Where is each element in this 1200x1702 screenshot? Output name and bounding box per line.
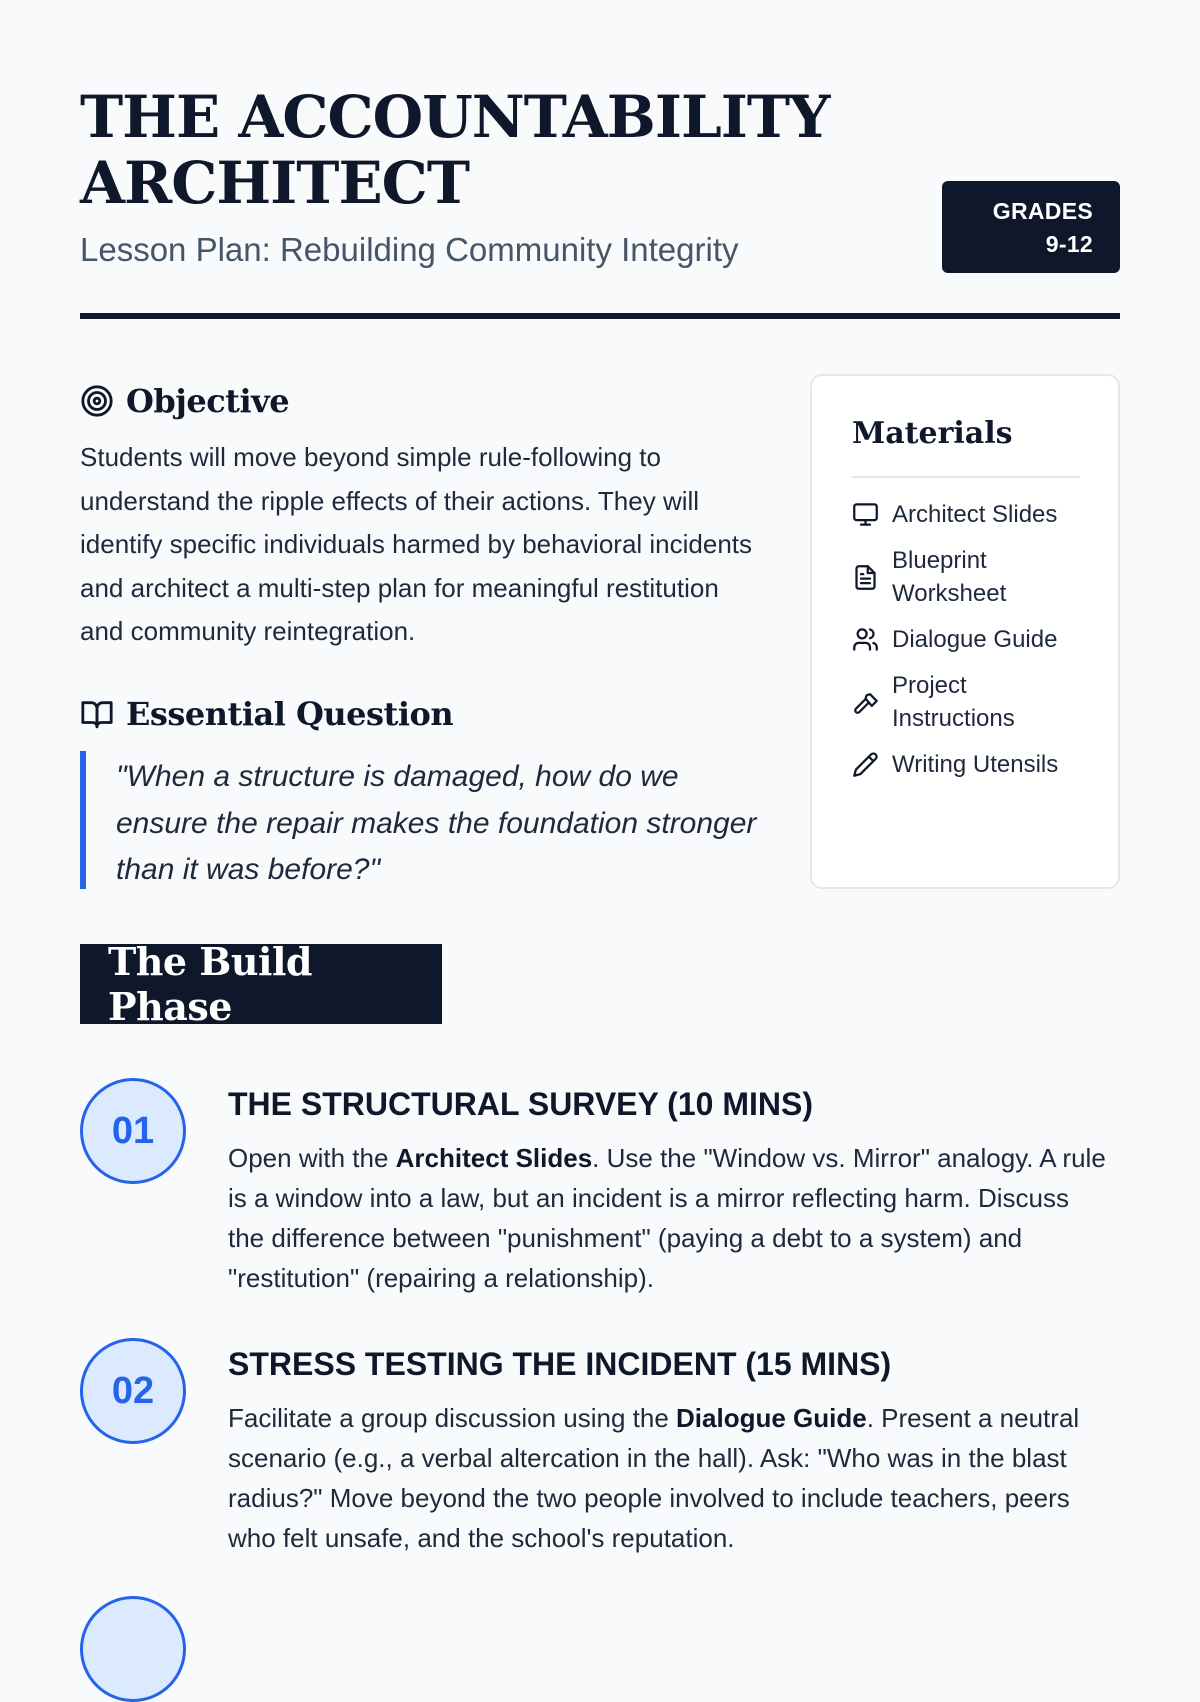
build-phase-heading: The Build Phase [108, 939, 312, 1029]
monitor-icon [852, 501, 879, 528]
step-text-after: . Present a neutral scenario (e.g., a verbal altercation in the hall). Ask: "Who was in the blast radius?" Move beyond the two people involved to include teachers, peers who felt unsafe, and the school's reputation. [228, 1403, 1080, 1553]
build-phase-banner [80, 939, 442, 1029]
users-icon [852, 626, 879, 653]
material-label: Blueprint Worksheet [892, 547, 1007, 607]
materials-list [852, 498, 1092, 794]
step-description [228, 1138, 1108, 1298]
page-title: THE ACCOUNTABILITY ARCHITECT [80, 83, 830, 217]
document-icon [852, 564, 879, 591]
step-title: STRESS TESTING THE INCIDENT (15 MINS) [228, 1346, 892, 1382]
grades-label: GRADES [992, 198, 1093, 224]
hammer-icon [852, 689, 879, 716]
book-open-icon [80, 697, 114, 731]
objective-header [80, 382, 289, 420]
list-item [852, 498, 1092, 531]
essential-question-header [80, 695, 453, 733]
material-label: Writing Utensils [892, 751, 1059, 778]
materials-card [810, 374, 1120, 889]
page-subtitle: Lesson Plan: Rebuilding Community Integrity [80, 231, 739, 268]
pencil-icon [852, 751, 879, 778]
target-icon [80, 384, 114, 418]
essential-question-heading: Essential Question [126, 695, 454, 733]
grades-range: 9-12 [1045, 231, 1093, 257]
step-text-before: Facilitate a group discussion using the [228, 1403, 677, 1433]
materials-divider [852, 476, 1080, 478]
list-item [852, 623, 1092, 656]
list-item [852, 544, 1092, 610]
materials-heading: Materials [852, 416, 1013, 451]
step-number: 02 [80, 1338, 186, 1444]
list-item [852, 669, 1092, 735]
step-number-circle [80, 1596, 186, 1702]
header-divider [80, 313, 1120, 319]
step-text-before: Open with the [228, 1143, 396, 1173]
list-item [852, 748, 1092, 781]
objective-text: Students will move beyond simple rule-following to understand the ripple effects of their actions. They will identify specific individuals harmed by behavioral incidents and architect a multi-step plan for meaningful restitution and community reintegration. [80, 442, 753, 646]
material-label: Architect Slides [892, 501, 1058, 528]
step-text-bold: Dialogue Guide [676, 1403, 867, 1433]
step-description [228, 1398, 1108, 1558]
step-text-bold: Architect Slides [395, 1143, 593, 1173]
step-number: 01 [80, 1078, 186, 1184]
step-title: THE STRUCTURAL SURVEY (10 MINS) [228, 1086, 813, 1122]
grades-badge [942, 181, 1120, 273]
material-label: Project Instructions [892, 672, 1015, 732]
essential-question-quote: "When a structure is damaged, how do we ensure the repair makes the foundation stronger than it was before?" [80, 751, 760, 889]
step-text-after: . Use the "Window vs. Mirror" analogy. A rule is a window into a law, but an incident is a mirror reflecting harm. Discuss the difference between "punishment" (paying a debt to a system) and "restitution" (repairing a relationship). [228, 1143, 1106, 1293]
material-label: Dialogue Guide [892, 626, 1058, 653]
objective-heading: Objective [126, 382, 290, 420]
